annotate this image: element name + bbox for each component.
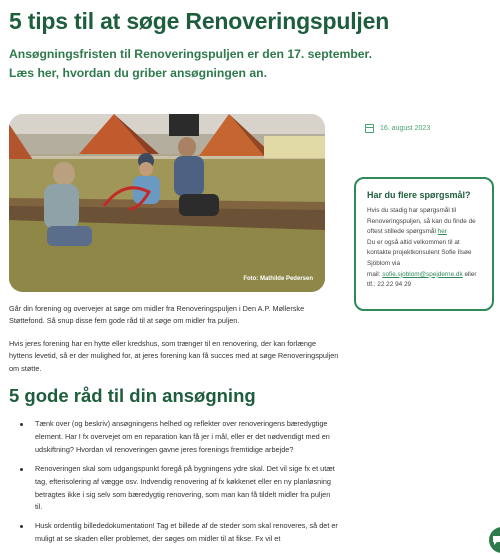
chat-icon: [492, 534, 500, 546]
help-box-title: Har du flere spørgsmål?: [367, 190, 471, 200]
photo-credit: Foto: Mathilde Pedersen: [243, 276, 313, 282]
help-box-text: [367, 206, 481, 291]
hero-image: [9, 114, 325, 292]
help-text-line2: Du er også altid velkommen til at kontakte projektkonsulent Sofie Ilsøe Sjöblom via: [367, 238, 472, 267]
email-link[interactable]: sofie.sjoblom@spejderne.dk: [382, 270, 463, 278]
chat-button[interactable]: [489, 527, 500, 553]
calendar-icon: [365, 124, 374, 133]
hero-photo-illustration: [9, 114, 325, 292]
list-item: Tænk over (og beskriv) ansøgningens helhed og reflekter over renoveringens bæredygtige element. Har I fx overvejet om en reparation kan få jer i mål, eller er det nødvendigt med en udskiftning? Hvordan vil renoveringen gavne jeres forenings fremtidige arbejde?: [18, 418, 338, 457]
page-title: 5 tips til at søge Renoveringspuljen: [9, 8, 390, 34]
list-item: Renoveringen skal som udgangspunkt foregå på bygningens ydre skal. Det vil sige fx et utæt tag, efterisolering af vægge osv. Indvendig renovering af fx køkkenet eller en ny planløsning betragtes ikke i sig selv som bæredygtig renovering, som man kan få tildelt midler fra puljen til.: [18, 463, 338, 515]
article-paragraph-2: Hvis jeres forening har en hytte eller kredshus, som trænger til en renovering, der kan forlænge hyttens levetid, så er der mulighed for, at jeres forening kan få succes med at søge Renoveringspuljen om støtte.: [9, 339, 339, 373]
tips-list: [18, 418, 338, 552]
help-text-line1: Hvis du stadig har spørgsmål til Renoveringspuljen, så kan du finde de oftest stillede spørgsmål: [367, 207, 476, 236]
publish-date-text: 16. august 2023: [380, 125, 431, 132]
section-heading: 5 gode råd til din ansøgning: [9, 385, 256, 406]
publish-date: [365, 124, 430, 133]
faq-link[interactable]: her: [437, 228, 447, 236]
help-mail-prefix: mail:: [367, 270, 383, 278]
article-intro: Ansøgningsfristen til Renoveringspuljen er den 17. september. Læs her, hvordan du griber ansøgningen an.: [9, 47, 372, 80]
article-paragraph-1: Går din forening og overvejer at søge om midler fra Renoveringspuljen i Den A.P. Møllerske Støttefond. Så snup disse fem gode råd til at søge om midler fra puljen.: [9, 304, 305, 326]
list-item: Husk ordentlig billededokumentation! Tag et billede af de steder som skal renoveres, så det er muligt at se skaden eller problemet, der søges om midler til at fikse. Fx vil et: [18, 520, 338, 546]
help-phone-text: eller tlf.: 22 22 94 29: [367, 270, 477, 289]
help-box: [354, 177, 494, 311]
